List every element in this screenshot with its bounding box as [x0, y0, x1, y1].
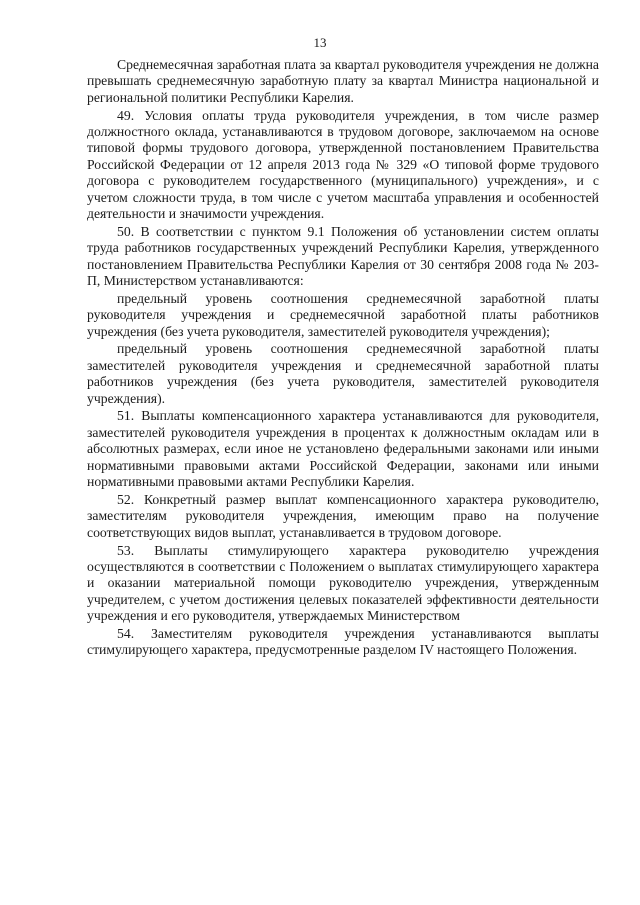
document-body [87, 57, 599, 660]
paragraph-52: 52. Конкретный размер выплат компенсационного характера руководителю, заместителям руководителя учреждения, имеющим право на получение соответствующих видов выплат, устанавливается в трудовом договоре. [87, 491, 599, 540]
paragraph-49: 49. Условия оплаты труда руководителя учреждения, в том числе размер должностного оклада, устанавливаются в трудовом договоре, заключаемом на основе типовой формы трудового договора, утвержденной постановлением Правительства Российской Федерации от 12 апреля 2013 года № 329 «О типовой форме трудового договора с руководителем государственного (муниципального) учреждения», и с учетом сложности труда, в том числе с учетом масштаба управления и особенностей деятельности и значимости учреждения. [87, 107, 599, 222]
paragraph-54: 54. Заместителям руководителя учреждения устанавливаются выплаты стимулирующего характера, предусмотренные разделом IV настоящего Положения. [87, 625, 599, 658]
paragraph-50-item-1: предельный уровень соотношения среднемесячной заработной платы руководителя учреждения и среднемесячной заработной платы работников учреждения (без учета руководителя, заместителей руководителя учреждения); [87, 290, 599, 339]
paragraph-intro: Среднемесячная заработная плата за квартал руководителя учреждения не должна превышать среднемесячную заработную плату за квартал Министра национальной и региональной политики Республики Карелия. [87, 57, 599, 105]
page-number: 13 [313, 35, 327, 50]
paragraph-50-item-2: предельный уровень соотношения среднемесячной заработной платы заместителей руководителя учреждения и среднемесячной заработной платы работников учреждения (без учета руководителя, заместителей руководителя учреждения). [87, 341, 599, 406]
paragraph-53: 53. Выплаты стимулирующего характера руководителю учреждения осуществляются в соответствии с Положением о выплатах стимулирующего характера и оказании материальной помощи руководителю учреждения, утвержденным учредителем, с учетом достижения целевых показателей эффективности деятельности учреждения и его руководителя, утверждаемых Министерством [87, 542, 599, 624]
paragraph-50: 50. В соответствии с пунктом 9.1 Положения об установлении систем оплаты труда работников государственных учреждений Республики Карелия, утвержденного постановлением Правительства Республики Карелия от 30 сентября 2008 года № 203-П, Министерством устанавливаются: [87, 223, 599, 289]
paragraph-51: 51. Выплаты компенсационного характера устанавливаются для руководителя, заместителей руководителя учреждения в процентах к должностным окладам или в абсолютных размерах, если иное не установлено федеральными законами или иными нормативными правовыми актами Российской Федерации, законами или иными нормативными правовыми актами Республики Карелия. [87, 408, 599, 490]
